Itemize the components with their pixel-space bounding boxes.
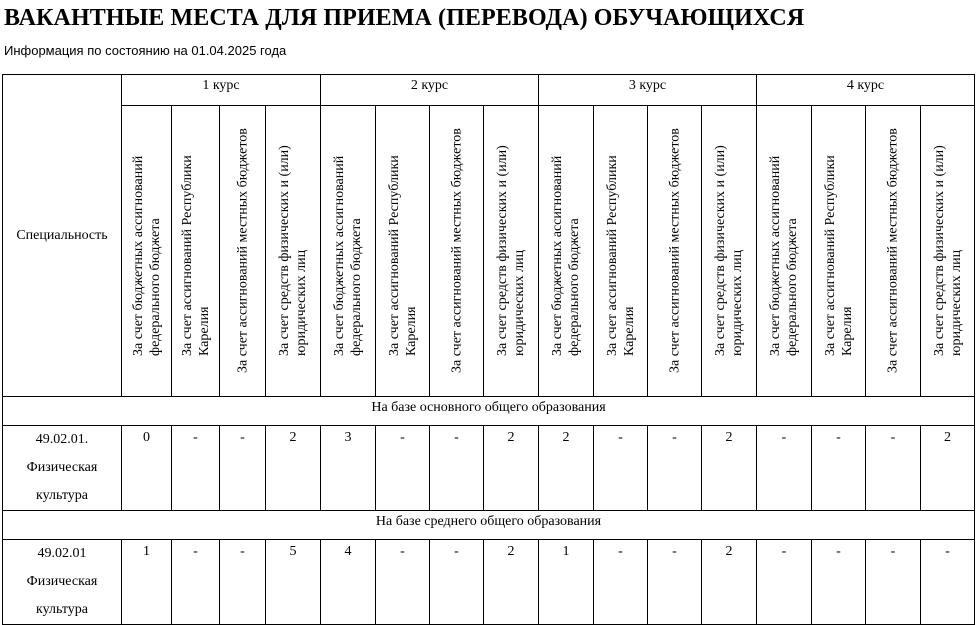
funding-header-label: За счет ассигнований местных бюджетов [885,128,901,373]
course-header-3: 3 курс [539,75,757,106]
section-title: На базе среднего общего образования [3,511,975,540]
value-cell: 3 [321,426,376,511]
funding-header-label: За счет ассигнований Республики Карелия [822,155,855,356]
section-row [3,511,975,540]
value-cell: - [757,540,812,625]
value-cell: - [866,426,921,511]
funding-header-label: За счет бюджетных ассигнований федерального бюджета [550,155,582,356]
value-cell: 2 [484,540,539,625]
funding-header-course-2-col-2 [376,106,430,397]
funding-header-course-3-col-1 [539,106,594,397]
value-cell: 2 [921,426,975,511]
value-cell: - [220,426,266,511]
value-cell: 2 [702,426,757,511]
funding-header-course-2-col-3 [430,106,484,397]
value-cell: 2 [539,426,594,511]
funding-header-label: За счет ассигнований местных бюджетов [235,128,250,373]
funding-header-course-1-col-3 [220,106,266,397]
value-cell: 2 [702,540,757,625]
funding-header-course-4-col-2 [812,106,866,397]
page-title: ВАКАНТНЫЕ МЕСТА ДЛЯ ПРИЕМА (ПЕРЕВОДА) ОБУЧАЮЩИХСЯ [4,5,805,31]
info-date-subtitle: Информация по состоянию на 01.04.2025 года [4,43,287,58]
funding-header-row [3,106,975,397]
value-cell: 4 [321,540,376,625]
value-cell: - [648,426,702,511]
value-cell: 2 [484,426,539,511]
funding-header-label: За счет ассигнований местных бюджетов [449,128,464,373]
funding-header-label: За счет ассигнований местных бюджетов [667,128,682,373]
value-cell: - [594,426,648,511]
table-row [3,426,975,511]
value-cell: 1 [539,540,594,625]
section-row [3,397,975,426]
value-cell: 0 [122,426,172,511]
section-title: На базе основного общего образования [3,397,975,426]
specialty-cell [3,540,122,625]
value-cell: 2 [266,426,321,511]
value-cell: - [220,540,266,625]
value-cell: - [376,426,430,511]
specialty-line: 49.02.01. [35,432,89,447]
value-cell: - [812,540,866,625]
specialty-line: культура [36,488,88,503]
funding-header-course-1-col-4 [266,106,321,397]
funding-header-course-3-col-4 [702,106,757,397]
value-cell: 5 [266,540,321,625]
value-cell: 1 [122,540,172,625]
funding-header-label: За счет бюджетных ассигнований федерального бюджета [332,155,364,356]
funding-header-label: За счет средств физических и (или) юридических лиц [713,145,745,356]
specialty-header: Специальность [3,75,122,397]
course-header-row [3,75,975,106]
value-cell: - [866,540,921,625]
funding-header-label: За счет ассигнований Республики Карелия [179,155,212,356]
value-cell: - [376,540,430,625]
value-cell: - [594,540,648,625]
course-header-2: 2 курс [321,75,539,106]
value-cell: - [172,426,220,511]
funding-header-course-2-col-1 [321,106,376,397]
funding-header-course-4-col-1 [757,106,812,397]
value-cell: - [648,540,702,625]
vacancies-table-body [3,75,975,625]
specialty-line: 49.02.01 [37,546,87,561]
course-header-4: 4 курс [757,75,975,106]
funding-header-label: За счет ассигнований Республики Карелия [386,155,419,356]
vacancies-table [2,74,975,625]
value-cell: - [812,426,866,511]
funding-header-course-3-col-3 [648,106,702,397]
funding-header-course-3-col-2 [594,106,648,397]
funding-header-course-4-col-4 [921,106,975,397]
funding-header-label: За счет средств физических и (или) юридических лиц [277,145,309,356]
funding-header-label: За счет средств физических и (или) юридических лиц [931,145,964,356]
funding-header-course-2-col-4 [484,106,539,397]
funding-header-course-1-col-1 [122,106,172,397]
value-cell: - [172,540,220,625]
specialty-line: Физическая [26,574,98,589]
value-cell: - [430,540,484,625]
funding-header-course-1-col-2 [172,106,220,397]
funding-header-label: За счет бюджетных ассигнований федерального бюджета [130,155,163,356]
value-cell: - [757,426,812,511]
funding-header-label: За счет ассигнований Республики Карелия [604,155,637,356]
funding-header-label: За счет средств физических и (или) юридических лиц [495,145,527,356]
table-row [3,540,975,625]
value-cell: - [430,426,484,511]
specialty-line: Физическая [26,460,98,475]
value-cell: - [921,540,975,625]
specialty-cell [3,426,122,511]
funding-header-label: За счет бюджетных ассигнований федерального бюджета [768,155,800,356]
funding-header-course-4-col-3 [866,106,921,397]
course-header-1: 1 курс [122,75,321,106]
specialty-line: культура [36,602,88,617]
